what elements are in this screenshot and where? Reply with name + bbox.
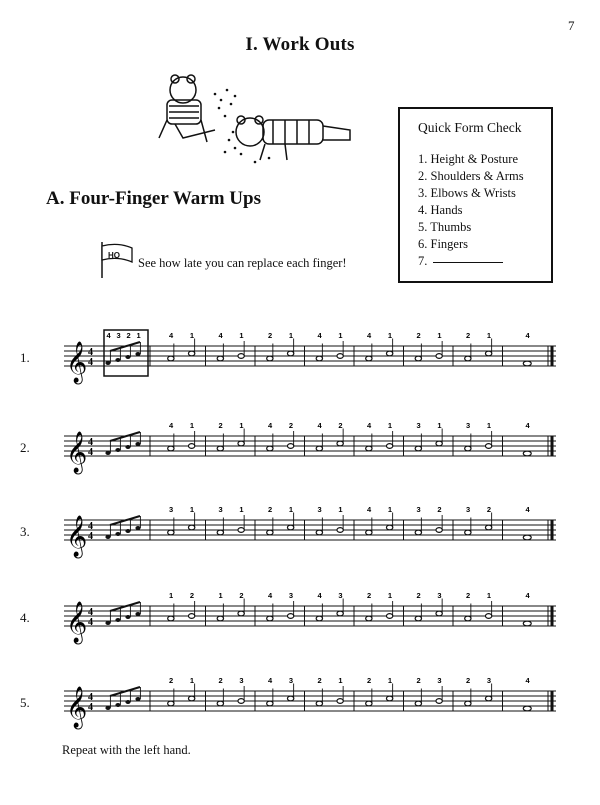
fingering-number: 1 <box>239 331 244 340</box>
exercise-number: 2. <box>20 440 30 455</box>
fingering-number: 2 <box>338 421 343 430</box>
fingering-number: 3 <box>288 676 294 685</box>
fingering-number: 3 <box>437 676 442 685</box>
fingering-number: 4 <box>169 331 174 340</box>
form-check-list <box>418 151 524 270</box>
half-note <box>217 701 223 706</box>
half-note <box>168 701 174 706</box>
exercise-number: 5. <box>20 695 30 710</box>
half-note <box>436 611 442 616</box>
half-note <box>415 356 421 361</box>
warmup-note <box>105 451 110 455</box>
half-note <box>217 530 223 535</box>
page-number: 7 <box>568 18 575 33</box>
fingering-number: 3 <box>416 421 421 430</box>
fingering-number: 4 <box>317 421 322 430</box>
fingering-number: 4 <box>367 331 372 340</box>
fingering-number: 1 <box>239 505 244 514</box>
half-note <box>436 528 442 533</box>
fingering-number: 2 <box>239 591 244 600</box>
whole-note <box>523 361 531 366</box>
fingering-number: 4 <box>169 421 174 430</box>
warmup-note <box>135 612 140 616</box>
fingering-number: 4 <box>268 676 273 685</box>
half-note <box>238 611 244 616</box>
half-note <box>168 356 174 361</box>
time-signature-top: 4 <box>88 437 93 448</box>
warmup-note <box>115 448 120 452</box>
time-signature-bottom: 4 <box>88 617 93 628</box>
warmup-note <box>115 532 120 536</box>
fingering-number: 1 <box>239 421 244 430</box>
warmup-note <box>125 529 130 533</box>
fingering-number: 1 <box>387 505 393 514</box>
warmup-note <box>125 700 130 704</box>
fingering-number: 2 <box>189 591 195 600</box>
half-note <box>465 616 471 621</box>
half-note <box>168 616 174 621</box>
warmup-note <box>125 615 130 619</box>
fingering-number: 2 <box>288 421 294 430</box>
warmup-note <box>115 618 120 622</box>
whole-note <box>523 535 531 540</box>
half-note <box>188 614 194 619</box>
page-title: I. Work Outs <box>245 34 355 55</box>
half-note <box>386 614 392 619</box>
warmup-note <box>135 442 140 446</box>
half-note <box>188 351 194 356</box>
time-signature-bottom: 4 <box>88 447 93 458</box>
fingering-number: 3 <box>486 676 492 685</box>
half-note <box>485 614 491 619</box>
section-heading: A. Four-Finger Warm Ups <box>46 188 261 209</box>
fingering-number: 4 <box>525 505 530 514</box>
fingering-number: 2 <box>466 591 471 600</box>
warmup-note <box>105 361 110 365</box>
half-note <box>287 525 293 530</box>
whole-note <box>523 706 531 711</box>
half-note <box>238 354 244 359</box>
warmup-note <box>105 621 110 625</box>
warmup-note <box>135 526 140 530</box>
half-note <box>267 356 273 361</box>
fingering-number: 1 <box>338 505 343 514</box>
fingering-number: 3 <box>218 505 223 514</box>
time-signature-top: 4 <box>88 347 93 358</box>
half-note <box>465 701 471 706</box>
fingering-number: 4 <box>317 591 322 600</box>
half-note <box>316 701 322 706</box>
fingering-number: 1 <box>387 676 393 685</box>
fingering-number: 3 <box>317 505 322 514</box>
half-note <box>287 444 293 449</box>
fingering-number: 4 <box>268 591 273 600</box>
treble-clef-icon: 𝄞 <box>66 602 88 643</box>
fingering-number: 1 <box>437 331 442 340</box>
tip-text: See how late you can replace each finger! <box>138 256 347 270</box>
fingering-number: 3 <box>338 591 343 600</box>
form-check-item: 4. Hands <box>418 203 463 217</box>
fingering-number: 1 <box>189 331 195 340</box>
fingering-number: 2 <box>268 505 273 514</box>
fingering-number: 3 <box>169 505 174 514</box>
fingering-number: 4 <box>106 331 111 340</box>
time-signature-top: 4 <box>88 521 93 532</box>
half-note <box>168 530 174 535</box>
flag-icon <box>98 240 136 280</box>
half-note <box>287 696 293 701</box>
half-note <box>465 530 471 535</box>
fingering-number: 1 <box>486 421 492 430</box>
half-note <box>436 441 442 446</box>
fingering-number: 4 <box>525 331 530 340</box>
music-staff <box>60 673 560 733</box>
half-note <box>366 446 372 451</box>
half-note <box>386 696 392 701</box>
footer-text: Repeat with the left hand. <box>62 743 191 757</box>
flag-label: HO <box>108 251 120 260</box>
warmup-note <box>115 358 120 362</box>
half-note <box>366 701 372 706</box>
half-note <box>485 351 491 356</box>
half-note <box>267 616 273 621</box>
fingering-number: 1 <box>387 331 393 340</box>
form-check-item: 5. Thumbs <box>418 220 472 234</box>
time-signature-bottom: 4 <box>88 357 93 368</box>
form-check-item: 7. <box>418 253 524 270</box>
time-signature-bottom: 4 <box>88 531 93 542</box>
half-note <box>337 528 343 533</box>
half-note <box>168 446 174 451</box>
half-note <box>436 354 442 359</box>
half-note <box>485 696 491 701</box>
exercise-number: 1. <box>20 350 30 365</box>
fingering-number: 1 <box>218 591 223 600</box>
fingering-number: 3 <box>437 591 442 600</box>
fingering-number: 1 <box>189 676 195 685</box>
half-note <box>217 616 223 621</box>
fingering-number: 1 <box>387 591 393 600</box>
fingering-number: 3 <box>239 676 244 685</box>
half-note <box>217 446 223 451</box>
whole-note <box>523 451 531 456</box>
fingering-number: 4 <box>268 421 273 430</box>
music-staff <box>60 418 560 478</box>
fingering-number: 2 <box>126 331 131 340</box>
half-note <box>238 441 244 446</box>
fingering-number: 1 <box>486 331 492 340</box>
half-note <box>188 696 194 701</box>
fingering-number: 2 <box>367 591 372 600</box>
half-note <box>386 525 392 530</box>
half-note <box>337 699 343 704</box>
fingering-number: 3 <box>116 331 121 340</box>
fingering-number: 1 <box>189 421 195 430</box>
exercising-bears-illustration <box>145 60 360 175</box>
half-note <box>485 444 491 449</box>
fingering-number: 4 <box>525 676 530 685</box>
half-note <box>366 356 372 361</box>
fingering-number: 4 <box>525 591 530 600</box>
whole-note <box>523 621 531 626</box>
music-staff <box>60 502 560 562</box>
warmup-note <box>125 355 130 359</box>
half-note <box>217 356 223 361</box>
exercise-number: 4. <box>20 610 30 625</box>
blank-line <box>433 262 503 263</box>
fingering-number: 3 <box>288 591 294 600</box>
half-note <box>188 525 194 530</box>
form-check-box <box>398 107 553 283</box>
form-check-item: 2. Shoulders & Arms <box>418 169 524 183</box>
treble-clef-icon: 𝄞 <box>66 516 88 557</box>
half-note <box>465 356 471 361</box>
half-note <box>415 446 421 451</box>
form-check-item: 1. Height & Posture <box>418 152 518 166</box>
warmup-note <box>115 703 120 707</box>
fingering-number: 1 <box>387 421 393 430</box>
half-note <box>337 354 343 359</box>
half-note <box>287 614 293 619</box>
fingering-number: 2 <box>317 676 322 685</box>
fingering-number: 2 <box>169 676 174 685</box>
warmup-note <box>135 352 140 356</box>
half-note <box>238 699 244 704</box>
warmup-note <box>105 535 110 539</box>
half-note <box>465 446 471 451</box>
fingering-number: 4 <box>525 421 530 430</box>
half-note <box>267 446 273 451</box>
fingering-number: 2 <box>416 331 421 340</box>
half-note <box>316 446 322 451</box>
half-note <box>415 701 421 706</box>
fingering-number: 2 <box>268 331 273 340</box>
fingering-number: 2 <box>466 676 471 685</box>
time-signature-bottom: 4 <box>88 702 93 713</box>
fingering-number: 3 <box>416 505 421 514</box>
half-note <box>386 444 392 449</box>
half-note <box>415 530 421 535</box>
fingering-number: 1 <box>136 331 141 340</box>
half-note <box>316 356 322 361</box>
fingering-number: 1 <box>169 591 174 600</box>
music-staff <box>60 328 560 388</box>
fingering-number: 4 <box>367 505 372 514</box>
fingering-number: 4 <box>317 331 322 340</box>
half-note <box>366 530 372 535</box>
fingering-number: 4 <box>218 331 223 340</box>
half-note <box>267 701 273 706</box>
fingering-number: 3 <box>466 421 471 430</box>
form-check-item: 3. Elbows & Wrists <box>418 186 516 200</box>
warmup-note <box>105 706 110 710</box>
half-note <box>366 616 372 621</box>
time-signature-top: 4 <box>88 607 93 618</box>
fingering-number: 2 <box>466 331 471 340</box>
fingering-number: 2 <box>416 676 421 685</box>
fingering-number: 2 <box>437 505 442 514</box>
half-note <box>188 444 194 449</box>
warmup-note <box>135 697 140 701</box>
fingering-number: 2 <box>416 591 421 600</box>
fingering-number: 2 <box>367 676 372 685</box>
fingering-number: 1 <box>338 331 343 340</box>
half-note <box>415 616 421 621</box>
fingering-number: 3 <box>466 505 471 514</box>
form-check-title: Quick Form Check <box>418 120 522 135</box>
half-note <box>337 441 343 446</box>
fingering-number: 1 <box>486 591 492 600</box>
fingering-number: 2 <box>218 421 223 430</box>
tip <box>98 240 368 280</box>
fingering-number: 1 <box>437 421 442 430</box>
half-note <box>337 611 343 616</box>
fingering-number: 1 <box>288 331 294 340</box>
half-note <box>436 699 442 704</box>
treble-clef-icon: 𝄞 <box>66 342 88 383</box>
exercise-number: 3. <box>20 524 30 539</box>
music-staff <box>60 588 560 648</box>
fingering-number: 1 <box>189 505 195 514</box>
fingering-number: 2 <box>218 676 223 685</box>
fingering-number: 2 <box>486 505 492 514</box>
time-signature-top: 4 <box>88 692 93 703</box>
half-note <box>316 616 322 621</box>
treble-clef-icon: 𝄞 <box>66 687 88 728</box>
half-note <box>485 525 491 530</box>
fingering-number: 1 <box>288 505 294 514</box>
treble-clef-icon: 𝄞 <box>66 432 88 473</box>
half-note <box>267 530 273 535</box>
half-note <box>386 351 392 356</box>
half-note <box>316 530 322 535</box>
form-check-item: 6. Fingers <box>418 237 468 251</box>
warmup-note <box>125 445 130 449</box>
fingering-number: 1 <box>338 676 343 685</box>
fingering-number: 4 <box>367 421 372 430</box>
half-note <box>238 528 244 533</box>
half-note <box>287 351 293 356</box>
